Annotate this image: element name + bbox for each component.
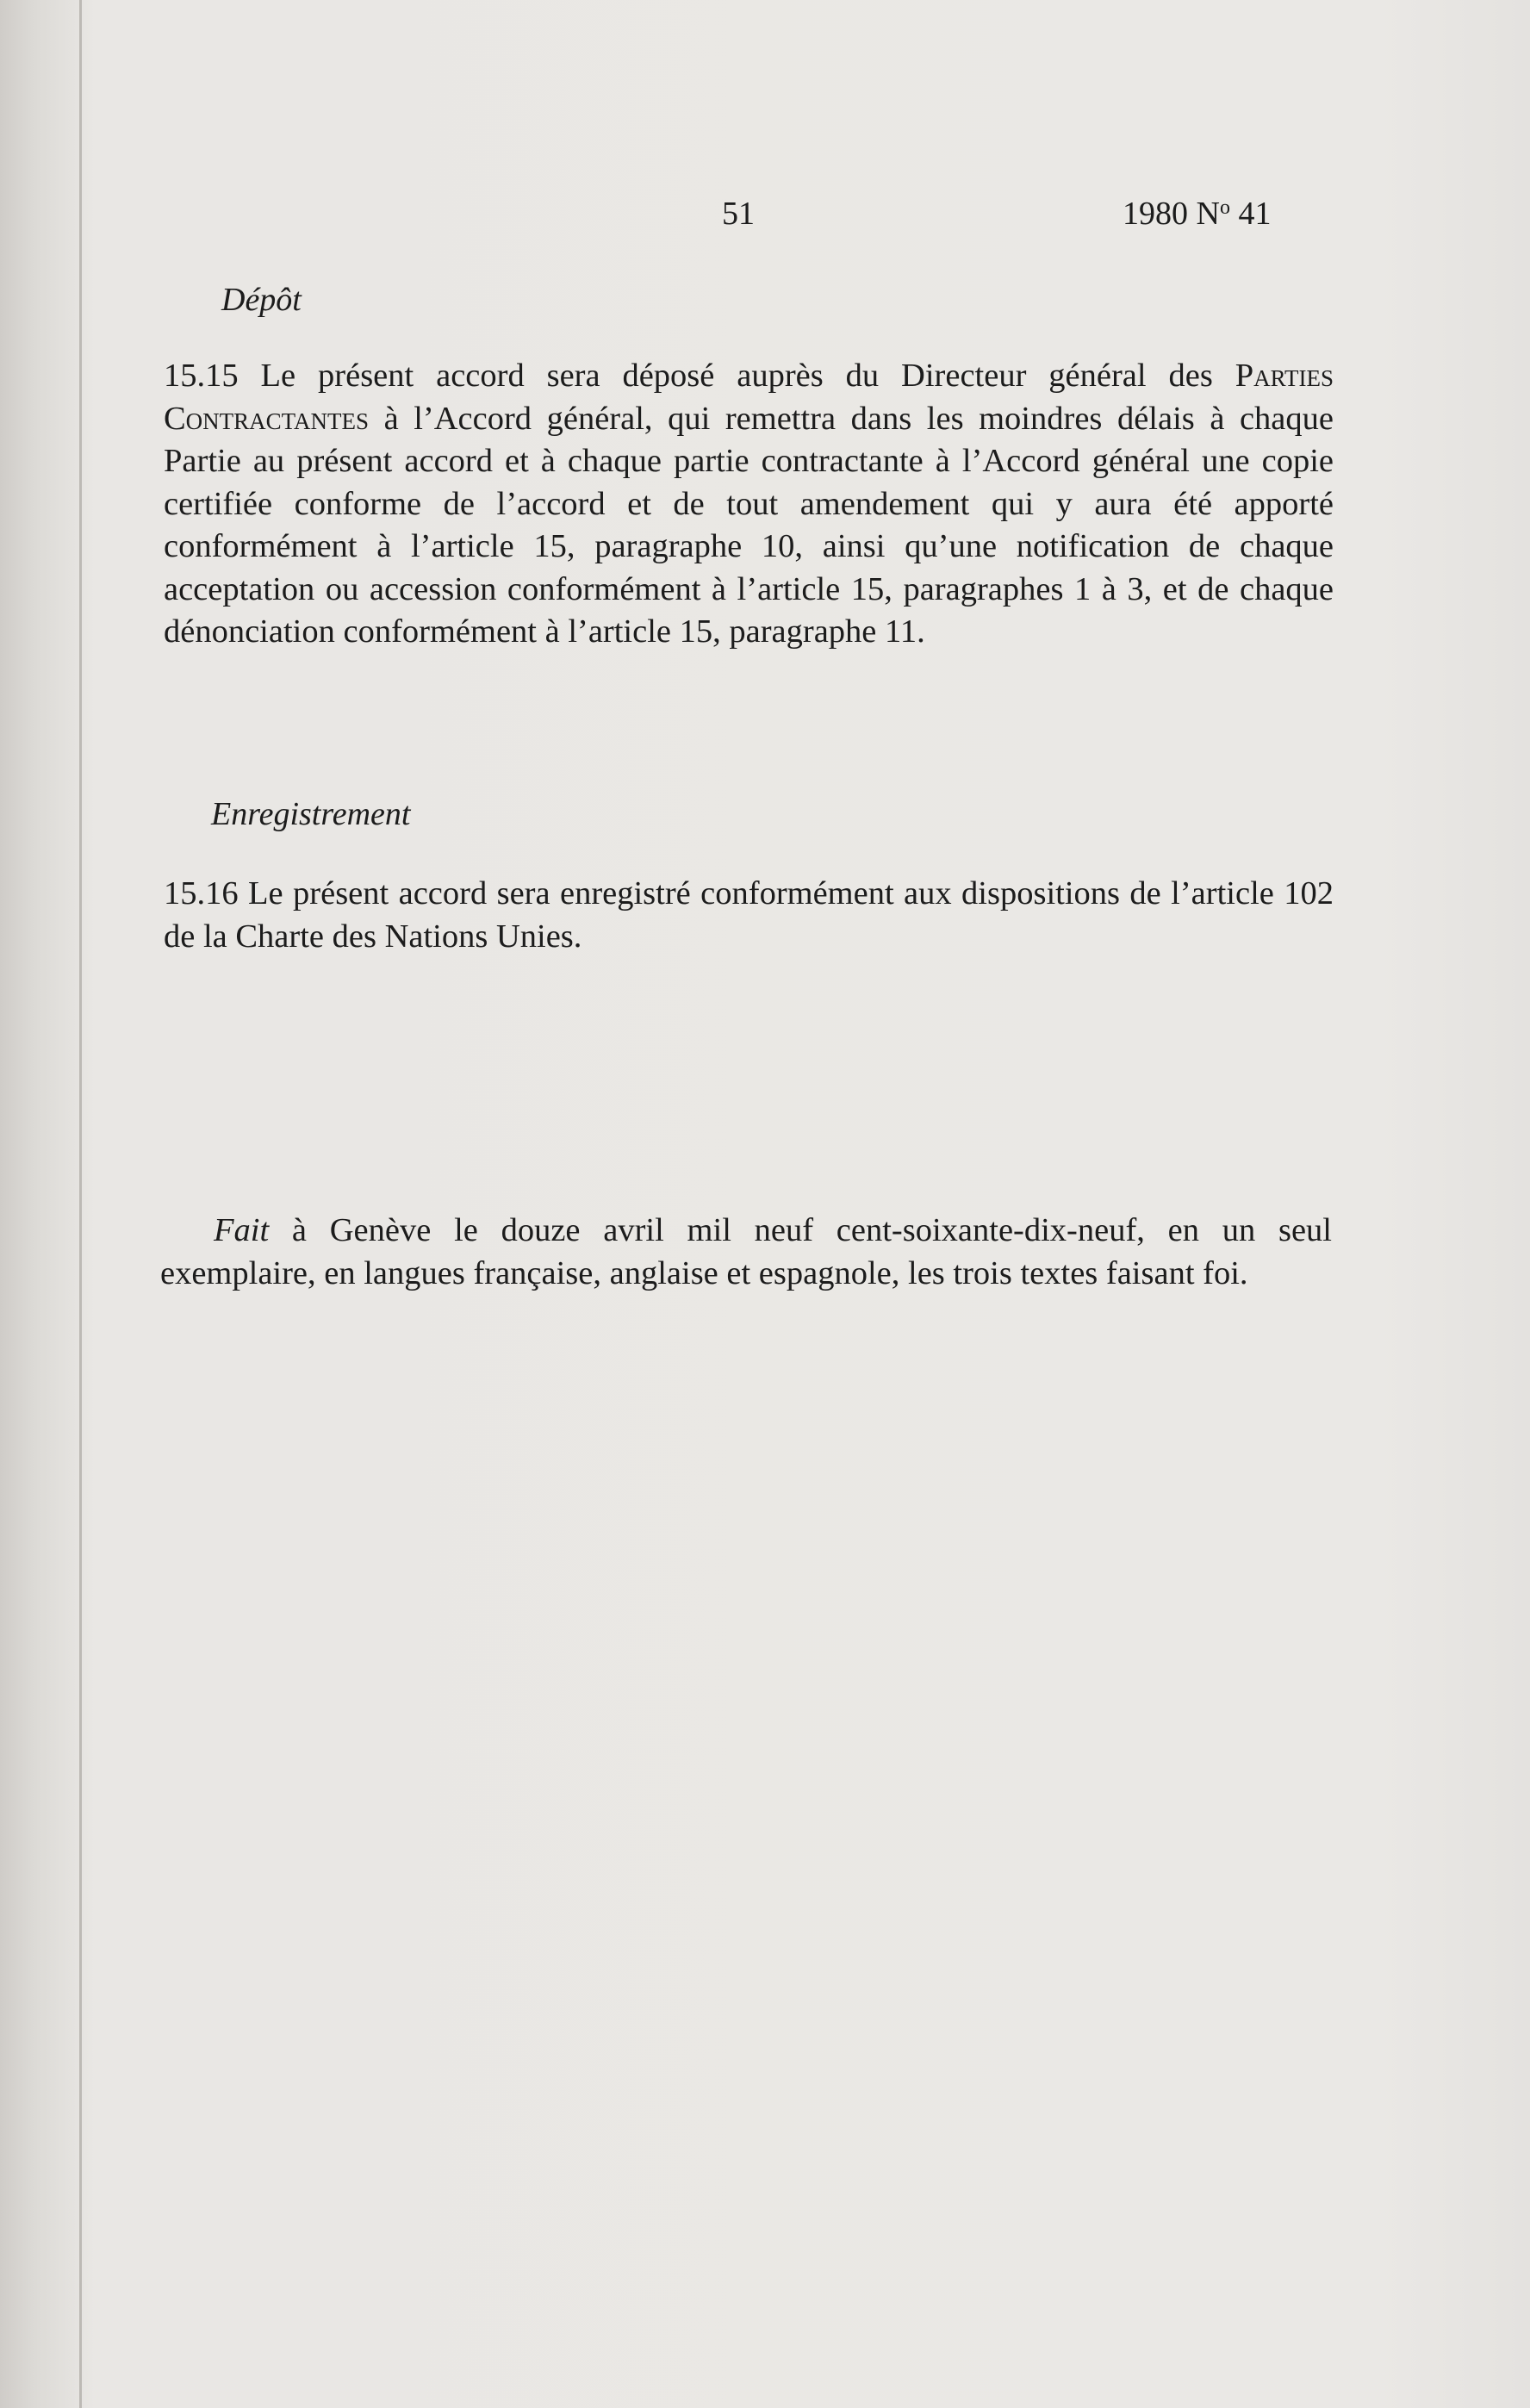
closing-italic-word: Fait [214,1212,270,1248]
reference-year: 1980 [1123,196,1188,232]
paragraph-number: 15.15 [164,358,239,394]
reference-number-prefix: N [1196,196,1220,232]
paragraph-text-b: à l’Accord général, qui remettra dans les moindres délais à chaque Partie au présent accord et à chaque partie contractante à l’Accord général une copie certifiée conforme de l’accord et de tout amendement qui y aura été apporté conformément à l’article 15, paragraphe 10, ainsi qu’une notification de chaque acceptation ou accession conformément à l’article 15, paragraphes 1 à 3, et de chaque dénonciation conformément à l’article 15, paragraphe 11. [164,400,1334,650]
reference-number: 41 [1238,196,1272,232]
section-heading-enregistrement: Enregistrement [211,796,411,832]
section-heading-depot: Dépôt [221,282,302,318]
closing-text: à Genève le douze avril mil neuf cent-soixante-dix-neuf, en un seul exemplaire, en langues française, anglaise et espagnole, les trois textes faisant foi. [160,1212,1333,1291]
paragraph-15-15 [164,355,1334,654]
closing-paragraph [160,1210,1332,1295]
paragraph-15-16 [164,873,1334,958]
paragraph-number: 15.16 [164,875,239,912]
reference-number-sup: o [1219,196,1230,219]
paragraph-text: Le présent accord sera enregistré conformément aux dispositions de l’article 102 de la Charte des Nations Unies. [164,875,1334,955]
parties-contractantes-smallcaps: Parties Contractantes [164,358,1334,437]
document-reference [1123,195,1271,233]
paragraph-text-a: Le présent accord sera déposé auprès du Directeur général des [260,358,1213,394]
page-header [0,195,1530,238]
page-number: 51 [722,196,755,232]
binding-gutter [79,0,82,2408]
